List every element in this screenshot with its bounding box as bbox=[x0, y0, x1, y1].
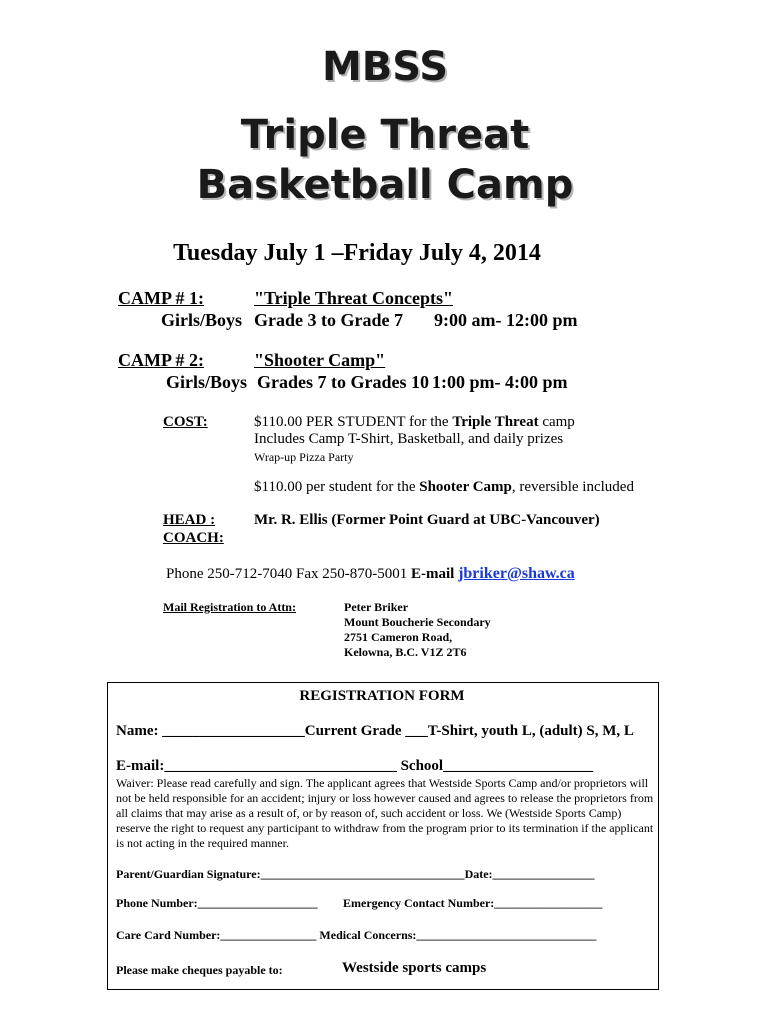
form-name-field[interactable]: Name: ___________________Current Grade ___T-Shirt, youth L, (adult) S, M, L bbox=[116, 723, 634, 739]
camp-dates: Tuesday July 1 –Friday July 4, 2014 bbox=[173, 240, 541, 266]
form-phone-field[interactable]: Phone Number:____________________ bbox=[116, 896, 318, 910]
camp2-label: CAMP # 2: bbox=[118, 350, 204, 370]
camp2-who: Girls/Boys bbox=[166, 372, 248, 392]
mail-address-line1: Peter Briker bbox=[344, 600, 409, 614]
contact-line bbox=[166, 565, 575, 583]
mail-address-line4: Kelowna, B.C. V1Z 2T6 bbox=[344, 645, 467, 659]
camp1-name: "Triple Threat Concepts" bbox=[254, 288, 453, 308]
cost-pizza: Wrap-up Pizza Party bbox=[254, 450, 354, 464]
form-title: REGISTRATION FORM bbox=[299, 688, 465, 704]
waiver-text: Waiver: Please read carefully and sign. The applicant agrees that Westside Sports Camp and/or proprietors will not be held responsible for an accident; injury or loss however caused and agrees to release the proprietors from all claims that may arise as a result of, or by reason of, such accident or loss. We (Westside Sports Camp) reserve the right to request any participant to withdraw from the program prior to its termination if the applicant is not acting in the required manner. bbox=[116, 776, 654, 850]
cost-line4: $110.00 per student for the Shooter Camp, reversible included bbox=[254, 479, 634, 495]
header-subtitle-line2: Basketball Camp bbox=[196, 162, 574, 208]
mail-address-line3: 2751 Cameron Road, bbox=[344, 630, 453, 644]
header-subtitle-line1: Triple Threat bbox=[240, 112, 530, 158]
form-care-card-field[interactable]: Care Card Number:________________ Medical Concerns:______________________________ bbox=[116, 928, 597, 942]
email-link[interactable]: jbriker@shaw.ca bbox=[458, 565, 575, 582]
header-title: MBSS bbox=[321, 44, 449, 90]
form-emergency-field[interactable]: Emergency Contact Number:__________________ bbox=[343, 896, 603, 910]
coach-name: Mr. R. Ellis (Former Point Guard at UBC-Vancouver) bbox=[254, 512, 600, 528]
email-label: E-mail bbox=[410, 566, 455, 582]
camp1-who: Girls/Boys bbox=[161, 310, 243, 330]
cheques-label: Please make cheques payable to: bbox=[116, 963, 283, 977]
coach-label-line1: HEAD : bbox=[163, 512, 216, 528]
form-email-field[interactable]: E-mail:_______________________________ School____________________ bbox=[116, 758, 594, 774]
camp1-grades: Grade 3 to Grade 7 bbox=[254, 310, 403, 330]
mail-address-line2: Mount Boucherie Secondary bbox=[344, 615, 491, 629]
cost-label: COST: bbox=[163, 414, 208, 430]
cheques-payee: Westside sports camps bbox=[342, 960, 487, 976]
mail-label: Mail Registration to Attn: bbox=[163, 600, 296, 614]
camp1-label: CAMP # 1: bbox=[118, 288, 204, 308]
cost-includes: Includes Camp T-Shirt, Basketball, and daily prizes bbox=[254, 431, 564, 447]
camp2-name: "Shooter Camp" bbox=[254, 350, 386, 370]
camp1-time: 9:00 am- 12:00 pm bbox=[434, 310, 578, 330]
camp2-grades: Grades 7 to Grades 10 bbox=[257, 372, 429, 392]
camp2-time: 1:00 pm- 4:00 pm bbox=[432, 372, 568, 392]
phone-fax: Phone 250-712-7040 Fax 250-870-5001 bbox=[166, 566, 408, 582]
cost-line1: $110.00 PER STUDENT for the Triple Threat camp bbox=[254, 414, 575, 430]
coach-label-line2: COACH: bbox=[163, 530, 224, 546]
form-signature-field[interactable]: Parent/Guardian Signature:__________________________________Date:_________________ bbox=[116, 867, 595, 881]
